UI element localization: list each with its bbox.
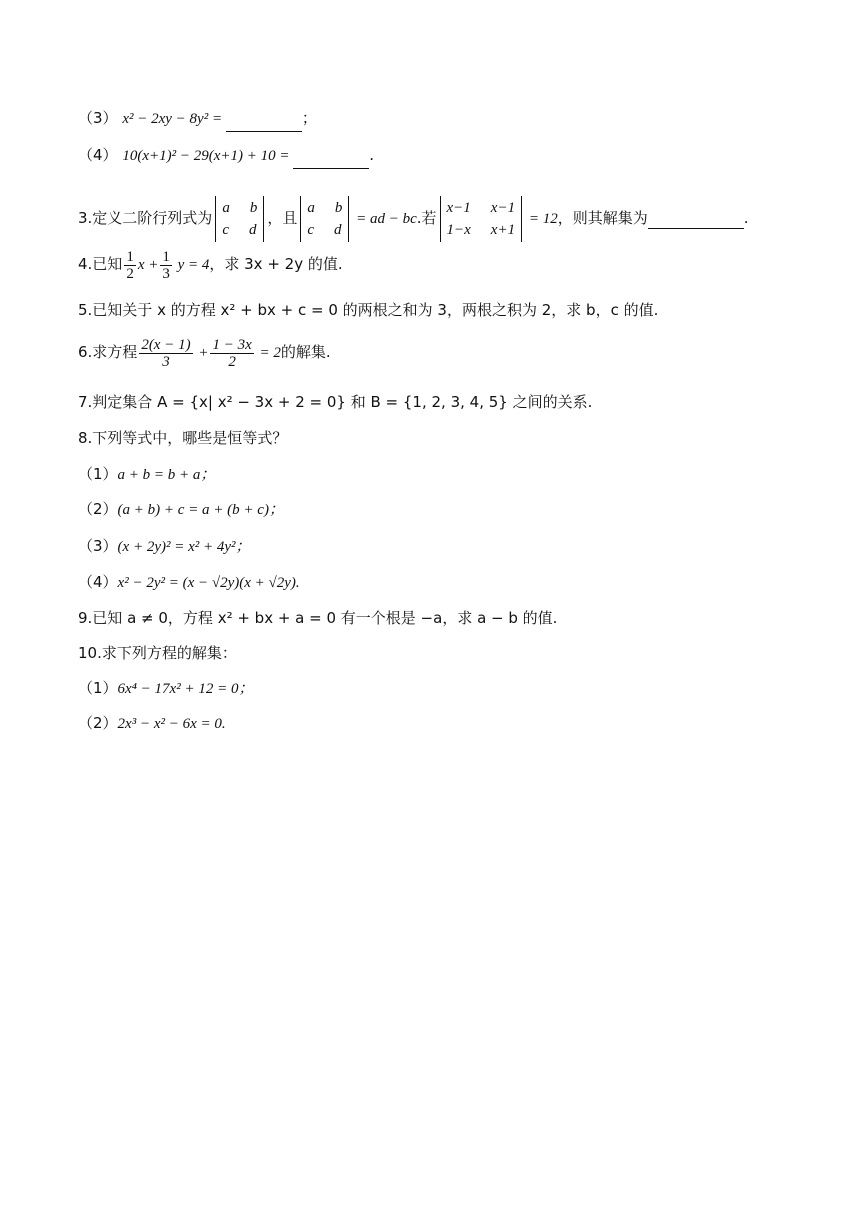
math-expression: a + b = b + a； xyxy=(117,467,216,483)
punctuation: ； xyxy=(301,109,317,127)
question-text: 6.求方程 xyxy=(78,343,138,361)
question-text: 的解集. xyxy=(280,343,331,361)
det-d: d xyxy=(334,222,342,238)
det-d: x+1 xyxy=(490,222,516,238)
item-label: （2） xyxy=(78,500,118,518)
question-text: ，求 3x + 2y 的值. xyxy=(209,255,343,273)
fraction-numerator: 2(x − 1) xyxy=(141,336,191,353)
fraction-denominator: 2 xyxy=(228,353,236,370)
math-expression: y = 4 xyxy=(173,257,210,273)
det-c: c xyxy=(307,222,314,238)
answer-blank[interactable] xyxy=(648,180,744,229)
fraction-one-half xyxy=(124,249,136,282)
fraction-numerator: 1 xyxy=(162,248,170,265)
math-expression: x² − 2y² = (x − √2y)(x + √2y). xyxy=(117,575,300,591)
item-label: （4） xyxy=(78,146,118,164)
exercise-2-3 xyxy=(78,108,317,132)
question-text: 3.定义二阶行列式为 xyxy=(78,209,213,227)
question-text: .若 xyxy=(416,209,437,227)
det-b: b xyxy=(334,200,343,216)
question-3 xyxy=(78,180,749,238)
question-text: ，则其解集为 xyxy=(557,209,648,227)
question-text: 4.已知 xyxy=(78,255,123,273)
question-6 xyxy=(78,334,331,370)
item-label: （3） xyxy=(78,537,118,555)
question-8: 8.下列等式中，哪些是恒等式？ xyxy=(78,429,288,447)
item-label: （1） xyxy=(78,465,118,483)
det-b: b xyxy=(249,200,258,216)
item-label: （3） xyxy=(78,109,118,127)
question-7: 7.判定集合 A = {x| x² − 3x + 2 = 0} 和 B = {1, 2, 3, 4, 5} 之间的关系. xyxy=(78,393,593,411)
math-expression: x² − 2xy − 8y² = xyxy=(122,111,226,127)
math-expression: 6x⁴ − 17x² + 12 = 0； xyxy=(117,681,254,697)
item-label: （2） xyxy=(78,714,118,732)
determinant-generic-2 xyxy=(300,196,349,242)
det-a: x−1 xyxy=(446,200,471,216)
math-expression: 2x³ − x² − 6x = 0. xyxy=(117,716,226,732)
det-c: c xyxy=(222,222,229,238)
math-expression: = 12 xyxy=(525,211,558,227)
math-expression: = ad − bc xyxy=(352,211,417,227)
fraction-denominator: 3 xyxy=(162,265,170,282)
question-8-3 xyxy=(78,536,251,557)
det-c: 1−x xyxy=(446,222,471,238)
question-10-2 xyxy=(78,713,226,734)
det-b: x−1 xyxy=(490,200,516,216)
math-expression: x + xyxy=(137,257,159,273)
punctuation: . xyxy=(369,146,375,164)
question-8-2 xyxy=(78,499,284,520)
question-8-1 xyxy=(78,464,215,485)
question-8-4 xyxy=(78,572,300,593)
punctuation: . xyxy=(743,209,749,227)
answer-blank[interactable] xyxy=(293,148,369,169)
math-expression: + xyxy=(194,345,209,361)
fraction-numerator: 1 xyxy=(126,248,134,265)
fraction-q6-first xyxy=(139,337,192,370)
det-d: d xyxy=(248,222,257,238)
question-4 xyxy=(78,246,343,282)
question-10: 10.求下列方程的解集： xyxy=(78,644,237,662)
question-9: 9.已知 a ≠ 0，方程 x² + bx + a = 0 有一个根是 −a，求 a − b 的值. xyxy=(78,609,558,627)
math-expression: = 2 xyxy=(255,345,281,361)
fraction-numerator: 1 − 3x xyxy=(212,336,252,353)
det-a: a xyxy=(222,200,230,216)
fraction-denominator: 3 xyxy=(162,353,170,370)
fraction-q6-second xyxy=(210,337,253,370)
question-5: 5.已知关于 x 的方程 x² + bx + c = 0 的两根之和为 3，两根之积为 2，求 b，c 的值. xyxy=(78,301,659,319)
fraction-denominator: 2 xyxy=(126,265,134,282)
fraction-one-third xyxy=(160,249,172,282)
determinant-generic xyxy=(215,196,264,242)
answer-blank[interactable] xyxy=(226,111,302,132)
math-expression: 10(x+1)² − 29(x+1) + 10 = xyxy=(122,148,294,164)
question-text: ，且 xyxy=(267,209,298,227)
math-expression: (x + 2y)² = x² + 4y²； xyxy=(117,539,251,555)
math-expression: (a + b) + c = a + (b + c)； xyxy=(117,502,284,518)
det-a: a xyxy=(307,200,315,216)
item-label: （1） xyxy=(78,679,118,697)
determinant-specific xyxy=(440,196,523,242)
exercise-2-4 xyxy=(78,145,374,169)
item-label: （4） xyxy=(78,573,118,591)
question-10-1 xyxy=(78,678,253,699)
